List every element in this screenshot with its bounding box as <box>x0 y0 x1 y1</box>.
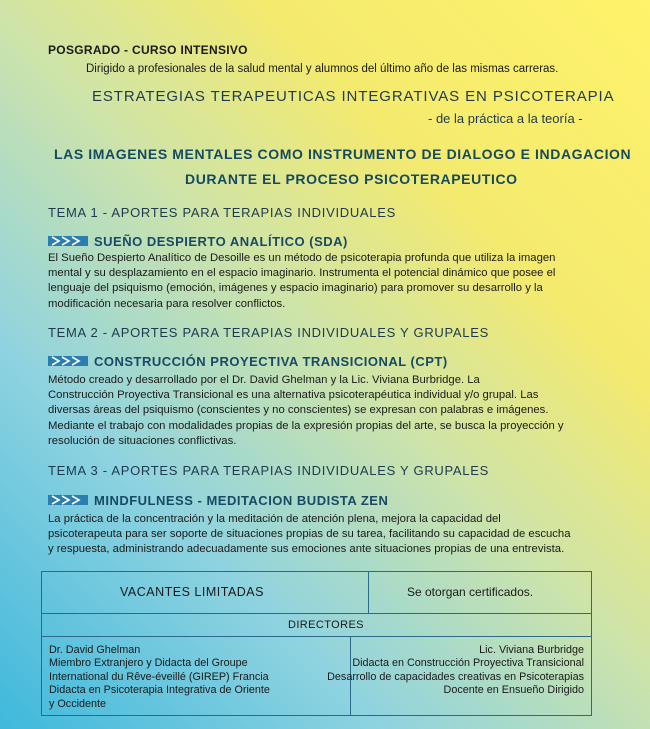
header-program: POSGRADO - CURSO INTENSIVO <box>48 43 248 57</box>
topic-2-description <box>48 373 600 449</box>
topic-2-line: resolución de situaciones conflictivas. <box>48 434 237 447</box>
director-left <box>49 644 270 711</box>
triple-chevron-arrow-icon <box>48 236 88 246</box>
vacancies-label: VACANTES LIMITADAS <box>120 585 264 599</box>
director-right-line: Desarrollo de capacidades creativas en Psicoterapias <box>327 670 584 683</box>
topic-3-line: y respuesta, administrando adecuadamente sus emociones ante situaciones propias de una entrevista. <box>48 543 565 556</box>
course-title: ESTRATEGIAS TERAPEUTICAS INTEGRATIVAS EN PSICOTERAPIA <box>92 88 615 105</box>
topic-3-line: psicoterapeuta para ser soporte de situaciones propias de su tarea, facilitando su capacidad de escucha <box>48 528 571 541</box>
topic-1-title: SUEÑO DESPIERTO ANALÍTICO (SDA) <box>94 233 348 249</box>
topic-3-title-row <box>48 491 388 509</box>
topic-2-line: diversas áreas del psiquismo (conscientes y no conscientes) se expresan con palabras e imágenes. <box>48 404 549 417</box>
info-box <box>41 571 592 716</box>
divider <box>368 572 369 613</box>
divider <box>42 636 591 637</box>
director-right-line: Docente en Ensueño Dirigido <box>443 684 584 697</box>
topic-3-description <box>48 512 600 558</box>
director-right-line: Lic. Viviana Burbridge <box>479 644 584 656</box>
director-left-line: Dr. David Ghelman <box>49 644 141 656</box>
director-left-line: Miembro Extranjero y Didacta del Groupe <box>49 657 248 670</box>
triple-chevron-arrow-icon <box>48 356 88 366</box>
headline-line-1: LAS IMAGENES MENTALES COMO INSTRUMENTO DE DIALOGO E INDAGACION <box>54 146 632 162</box>
certificates-label: Se otorgan certificados. <box>407 585 534 599</box>
topic-1-description <box>48 251 600 312</box>
topic-3-title: MINDFULNESS - MEDITACION BUDISTA ZEN <box>94 492 389 508</box>
topic-1-line: El Sueño Despierto Analítico de Desoille es un método de psicoterapia profunda que utiliza la imagen <box>48 252 556 264</box>
topic-1-line: mental y su desplazamiento en el espacio imaginario. Instrumenta el potencial dinámico que posee el <box>48 267 556 280</box>
director-left-line: y Occidente <box>49 697 107 710</box>
topic-2-title: CONSTRUCCIÓN PROYECTIVA TRANSICIONAL (CPT) <box>94 353 448 369</box>
topic-1-line: modificación necesaria para resolver conflictos. <box>48 297 286 310</box>
header-audience: Dirigido a profesionales de la salud mental y alumnos del último año de las mismas carreras. <box>86 63 559 75</box>
directors-heading: DIRECTORES <box>288 619 364 631</box>
topic-2-line: Método creado y desarrollado por el Dr. David Ghelman y la Lic. Viviana Burbridge. La <box>48 374 480 386</box>
topic-1-title-row <box>48 232 348 250</box>
director-left-line: International du Rêve-éveillé (GIREP) Francia <box>49 670 269 683</box>
topic-1-line: lenguaje del psiquismo (emoción, imágenes y espacio imaginario) para promover su desarrollo y la <box>48 282 543 295</box>
topic-2-title-row <box>48 352 448 370</box>
tema-2-heading: TEMA 2 - APORTES PARA TERAPIAS INDIVIDUALES Y GRUPALES <box>48 325 489 340</box>
divider <box>42 613 591 614</box>
tema-3-heading: TEMA 3 - APORTES PARA TERAPIAS INDIVIDUALES Y GRUPALES <box>48 463 489 478</box>
topic-2-line: Construcción Proyectiva Transicional es una alternativa psicoterapéutica individual y/o grupal. Las <box>48 389 539 402</box>
topic-3-line: La práctica de la concentración y la meditación de atención plena, mejora la capacidad del <box>48 513 501 525</box>
topic-2-line: Mediante el trabajo con modalidades propias de la expresión propias del arte, se busca la proyección y <box>48 419 564 432</box>
director-right-line: Didacta en Construcción Proyectiva Transicional <box>352 657 584 670</box>
course-subtitle: - de la práctica a la teoría - <box>428 111 583 126</box>
director-right <box>327 644 584 698</box>
tema-1-heading: TEMA 1 - APORTES PARA TERAPIAS INDIVIDUALES <box>48 205 396 220</box>
director-left-line: Didacta en Psicoterapia Integrativa de Oriente <box>49 684 270 697</box>
headline-line-2: DURANTE EL PROCESO PSICOTERAPEUTICO <box>185 171 518 187</box>
triple-chevron-arrow-icon <box>48 495 88 505</box>
